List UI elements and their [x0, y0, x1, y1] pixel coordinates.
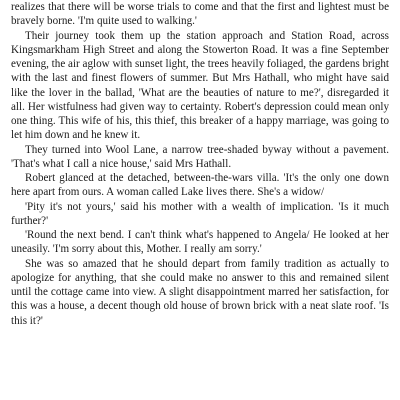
- book-page: [11, 0, 389, 400]
- paragraph-next-bend: 'Round the next bend. I can't think what's happened to Angela/ He looked at her uneasily. 'I'm sorry about this, Mother. I really am sorry.': [11, 229, 389, 256]
- paragraph-journey: Their journey took them up the station approach and Station Road, across Kingsmarkham High Street and along the Stowerton Road. It was a fine September evening, the air aglow with sunset light, the trees heavily foliaged, the gardens bright with the last and finest flowers of summer. But Mrs Hathall, who might have said like the lover in the ballad, 'What are the beauties of nature to me?', disregarded it all. Her wistfulness had given way to certainty. Robert's depression could mean only one thing. This wife of his, this thief, this breaker of a happy marriage, was going to let him down and he knew it.: [11, 29, 389, 142]
- paragraph-cottage: She was so amazed that he should depart from family tradition as actually to apologize for anything, that she could make no answer to this and remained silent until the cottage came into view. A slight disappointment marred her satisfaction, for this was a house, a decent though old house of brown brick with a neat slate roof. 'Is this it?': [11, 257, 389, 327]
- paragraph-continued: realizes that there will be worse trials to come and that the first and lightest must be bravely borne. 'I'm quite used to walking.': [11, 1, 389, 28]
- paragraph-pity: 'Pity it's not yours,' said his mother with a wealth of implication. 'Is it much further?': [11, 200, 389, 227]
- paragraph-villa: Robert glanced at the detached, between-the-wars villa. 'It's the only one down here apart from ours. A woman called Lake lives there. She's a widow/: [11, 172, 389, 199]
- paragraph-wool-lane: They turned into Wool Lane, a narrow tree-shaded byway without a pavement. 'That's what I call a nice house,' said Mrs Hathall.: [11, 143, 389, 170]
